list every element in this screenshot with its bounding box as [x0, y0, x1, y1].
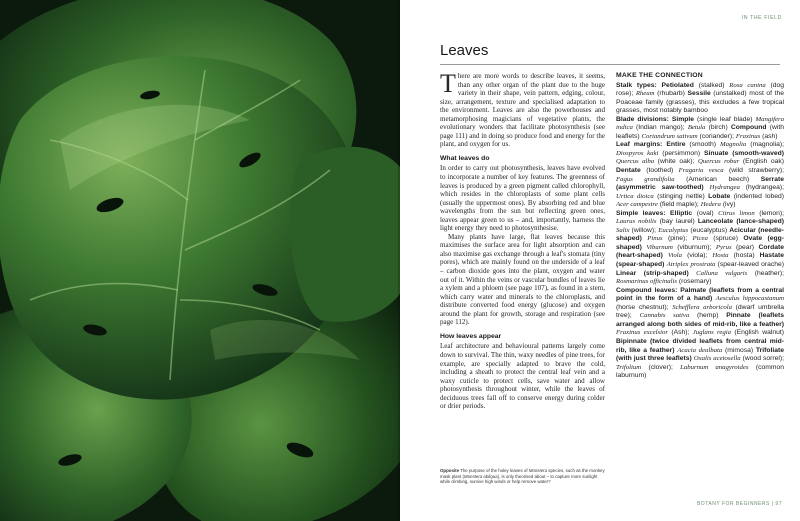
- term-label: Leaf margins: Entire: [616, 141, 686, 149]
- latin-name: Laurus nobilis: [616, 218, 657, 226]
- term-label: Trifoliate (with just three leaflets): [616, 346, 784, 363]
- term-label: Lanceolate (lance-shaped): [697, 218, 784, 226]
- entry-text: (ivy): [720, 201, 736, 209]
- term-label: Stalk types: Petiolated: [616, 81, 694, 89]
- term-label: Compound: [730, 124, 767, 132]
- entry-text: (unstalked) most of the Poaceae family (grasses), this excludes a few tropical grasses, most notably bamboo: [616, 90, 784, 115]
- entry-text: (dog rose);: [616, 81, 785, 98]
- entry-text: (spear-leaved orache): [715, 261, 784, 269]
- sidebar-entry: [616, 141, 784, 209]
- entry-text: (English walnut): [731, 329, 784, 337]
- latin-name: Laburnum anagyroides: [680, 363, 749, 371]
- body-paragraph: Leaf architecture and behavioural patterns largely come down to survival. The thin, waxy needles of pine trees, for example, are specially adapted to brave the cold, including a sheath to protect the central leaf vein and a waxy cuticle to protect cells, save water and allow photosynthesis throughout winter, while the leaves of deciduous trees fall off to conserve energy during colder or drier periods.: [440, 342, 605, 411]
- entry-text: (wild strawberry);: [723, 167, 784, 175]
- caption-text: species, such as the monkey mask plant (: [440, 468, 605, 479]
- entry-text: (eucalyptus): [688, 226, 730, 234]
- term-label: Hastate: [759, 252, 784, 260]
- latin-name: Citrus limon: [718, 209, 755, 217]
- term-label: Serrate (asymmetric saw-toothed): [616, 175, 784, 192]
- term-label: Lobate: [708, 192, 731, 200]
- entry-text: (indented lobed): [730, 192, 784, 200]
- entry-text: (viola);: [682, 252, 713, 260]
- term-label: Cordate (heart-shaped): [616, 243, 784, 260]
- latin-name: Fraxinus excelsior: [616, 329, 668, 337]
- latin-name: Acacia dealbata: [677, 346, 723, 354]
- sidebar-entry: [616, 82, 784, 116]
- caption-text: ), is only theorised about – to capture more sunlight while climbing, survive high winds or help remove water?: [440, 473, 598, 485]
- section-heading: What leaves do: [440, 154, 490, 162]
- latin-name: Fraxinus: [735, 132, 761, 140]
- latin-name: Pyrus: [715, 243, 732, 251]
- title-divider: [440, 64, 780, 65]
- entry-text: (viburnum);: [672, 243, 716, 251]
- entry-text: (mimosa): [722, 346, 756, 354]
- entry-text: (dwarf umbrella tree);: [616, 303, 784, 320]
- entry-text: (hydrangea);: [739, 184, 784, 192]
- latin-name: Diospyros kaki: [616, 149, 659, 157]
- latin-name: Hosta: [712, 252, 729, 260]
- entry-text: (ash): [760, 132, 778, 140]
- caption-italic: Monstera: [528, 468, 548, 473]
- latin-name: Fragaria vesca: [678, 167, 724, 175]
- latin-name: Mangifera indica: [616, 115, 784, 132]
- sidebar-entry: [616, 116, 784, 142]
- term-label: (leaflets from a central point in the form of a hand): [616, 286, 784, 303]
- entry-text: (pear): [731, 243, 759, 251]
- entry-text: (Ash);: [667, 329, 693, 337]
- running-head: IN THE FIELD: [741, 15, 782, 21]
- entry-text: (English oak): [739, 158, 784, 166]
- body-paragraph: In order to carry out photosynthesis, leaves have evolved to incorporate a number of key features. The greenness of leaves is produced by a green pigment called chlorophyll, which resides in the chloroplasts of some plant cells (usually the uppermost ones). By absorbing red and blue wavelengths from the sun but reflecting green ones, leaves appear green to us – and, importantly, harness the light energy they need to photosynthesise.: [440, 164, 605, 233]
- text-page: [400, 0, 800, 521]
- term-label: Ovate (egg-shaped): [616, 235, 784, 251]
- latin-name: Calluna vulgaris: [696, 269, 748, 277]
- term-label: Sinuate (smooth-waved): [704, 149, 784, 157]
- entry-text: (field maple);: [657, 201, 701, 209]
- latin-name: Hedera: [700, 201, 721, 209]
- latin-name: Urtica dioica: [616, 192, 654, 200]
- body-column: [440, 69, 605, 411]
- intro-text: here are more words to describe leaves, it seems, than any other organ of the plant due to the huge variety in their shape, vein pattern, edging, colour, size, arrangement, texture and specialised adaptation to the environment. Leaves are also the powerhouses and metamorphosing magicians of vegetative plants, the evolutionary wonders that facilitate photosynthesis (see page 111) and in doing so produce food and energy for the plant, and oxygen for us.: [440, 72, 605, 149]
- drop-cap: T: [440, 69, 456, 98]
- term-label: Compound leaves: Palmate: [616, 286, 707, 294]
- entry-text: (heather);: [747, 269, 784, 277]
- entry-text: (American beech): [674, 175, 761, 183]
- latin-name: Oxalis acetosella: [693, 355, 741, 363]
- latin-name: Schefflera arboricola: [672, 303, 732, 311]
- entry-text: (oval): [692, 209, 719, 217]
- entry-text: (hemp): [689, 312, 727, 320]
- latin-name: Cannabis sativa: [639, 312, 690, 320]
- latin-name: Rosa canina: [729, 81, 766, 89]
- entry-text: (willow);: [629, 226, 659, 234]
- body-paragraph: Many plants have large, flat leaves because this maximises the surface area for light absorption and can also maximise gas exchange through a leaf's stomata (tiny pores), which are mainly found on the underside of a leaf – carbon dioxide goes into the plant, oxygen and water out of it. Within the veins or vascular bundles of leaves lie a xylem and a phloem (see page 107), as found in a stem, which carry water and minerals to the chloroplasts, and distribute converted food energy (glucose) and oxygen around the plant for growth, storage and respiration (see page 112).: [440, 232, 605, 327]
- page-folio: BOTANY FOR BEGINNERS | 97: [696, 501, 782, 507]
- latin-name: Fagus grandifolia: [616, 175, 675, 183]
- term-label: Dentate: [616, 167, 641, 175]
- sidebar-entry: [616, 210, 784, 287]
- latin-name: Juglans regia: [692, 329, 732, 337]
- entry-text: (horse chestnut);: [616, 303, 673, 311]
- make-the-connection-sidebar: [616, 72, 784, 381]
- term-label: Pinnate (leaflets arranged along both sides of mid-rib, like a feather): [616, 312, 784, 328]
- sidebar-heading: MAKE THE CONNECTION: [616, 72, 703, 79]
- entry-text: (single leaf blade): [694, 115, 756, 123]
- caption-italic: Monstera obliqua: [463, 473, 498, 479]
- latin-name: Picea: [692, 235, 708, 243]
- entry-text: (smooth): [685, 141, 721, 149]
- entry-text: (stalked): [693, 81, 730, 89]
- caption-lead: Opposite: [440, 468, 460, 473]
- entry-text: (white oak);: [654, 158, 698, 166]
- latin-name: Rheum: [635, 90, 655, 98]
- latin-name: Viburnum: [646, 243, 673, 251]
- entry-text: (rosemary): [676, 278, 712, 286]
- latin-name: Coriandrum sativum: [641, 132, 698, 140]
- entry-text: (toothed): [640, 167, 679, 175]
- entry-text: (spruce): [707, 235, 744, 243]
- term-label: Sessile: [687, 90, 711, 98]
- term-label: Simple leaves: Elliptic: [616, 209, 693, 217]
- section-heading: How leaves appear: [440, 332, 502, 340]
- latin-name: Betula: [687, 124, 706, 132]
- entry-text: (clover);: [641, 363, 681, 371]
- latin-name: Trifolium: [616, 363, 642, 371]
- entry-text: (pine);: [662, 235, 693, 243]
- entry-text: (birch): [705, 124, 731, 132]
- term-label: Acicular: [729, 226, 756, 234]
- latin-name: Aesculus hippocastanum: [715, 295, 784, 303]
- entry-text: (common laburnum): [616, 363, 784, 380]
- latin-name: Atriplex prostrata: [666, 261, 716, 269]
- entry-text: (wood sorrel);: [740, 355, 785, 363]
- sidebar-entries: [616, 82, 784, 381]
- entry-text: (stinging nettle): [653, 192, 709, 200]
- latin-name: Viola: [667, 252, 683, 260]
- latin-name: Quercus alba: [616, 158, 655, 166]
- latin-name: Salix: [616, 226, 630, 234]
- term-label: Blade divisions: Simple: [616, 115, 694, 123]
- entry-text: (coriander);: [697, 132, 736, 140]
- sidebar-entry: [616, 287, 784, 381]
- latin-name: Magnolia: [720, 141, 747, 149]
- entry-text: (with leaflets): [616, 124, 784, 140]
- page-title: Leaves: [440, 42, 489, 59]
- term-label: (spear-shaped): [616, 261, 665, 269]
- latin-name: Rosmarinus officinalis: [616, 278, 677, 286]
- latin-name: Acer campestre: [616, 201, 658, 209]
- entry-text: (persimmon): [658, 149, 705, 157]
- latin-name: Quercus robur: [698, 158, 740, 166]
- entry-text: (Indian mango);: [632, 124, 688, 132]
- photo-caption: [440, 468, 606, 485]
- latin-name: Hydrangea: [709, 184, 740, 192]
- entry-text: (lemon);: [754, 209, 784, 217]
- entry-text: (hosta): [728, 252, 760, 260]
- term-label: (needle-shaped): [616, 226, 784, 243]
- entry-text: (bay laurel): [656, 218, 698, 226]
- term-label: Linear (strip-shaped): [616, 269, 689, 277]
- intro-paragraph: [440, 69, 605, 149]
- entry-text: (magnolia);: [746, 141, 785, 149]
- entry-text: (rhubarb): [654, 90, 688, 98]
- latin-name: Eucalyptus: [658, 226, 689, 234]
- caption-text: The purpose of the holey leaves of: [459, 468, 529, 473]
- latin-name: Pinus: [647, 235, 663, 243]
- term-label: Bipinnate (twice divided leaflets from central mid-rib, like a feather): [616, 337, 784, 354]
